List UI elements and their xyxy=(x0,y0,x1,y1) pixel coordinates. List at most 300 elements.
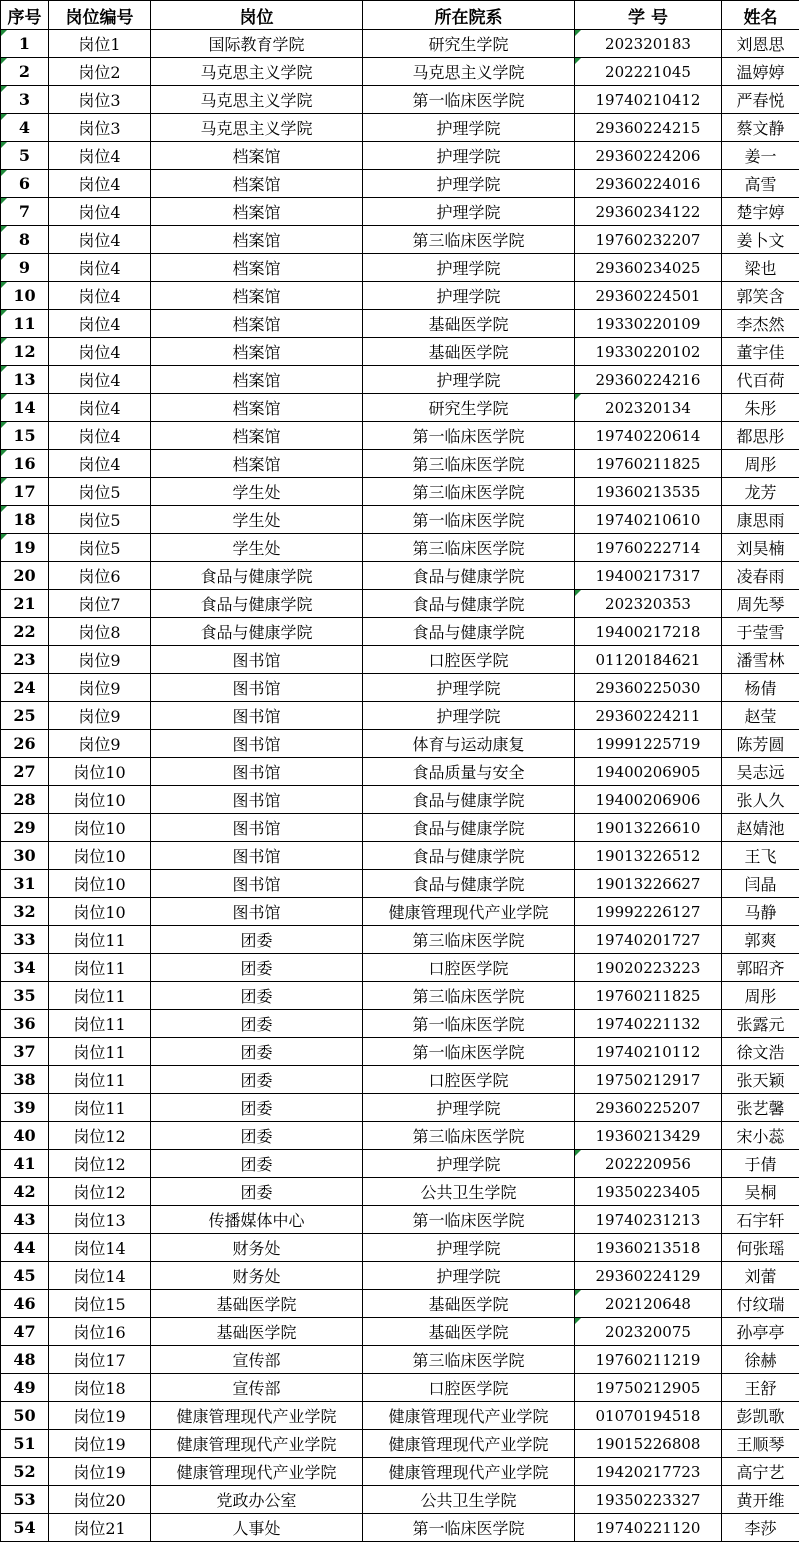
cell-student-id[interactable]: 19400217218 xyxy=(575,618,722,646)
cell-name[interactable]: 张露元 xyxy=(722,1010,799,1038)
cell-post-id[interactable]: 岗位4 xyxy=(49,338,151,366)
cell-post[interactable]: 健康管理现代产业学院 xyxy=(151,1458,363,1486)
cell-post-id[interactable]: 岗位8 xyxy=(49,618,151,646)
cell-student-id[interactable]: 29360224215 xyxy=(575,114,722,142)
cell-dept[interactable]: 研究生学院 xyxy=(363,394,575,422)
cell-student-id[interactable]: 19015226808 xyxy=(575,1430,722,1458)
cell-seq[interactable]: 50 xyxy=(1,1402,49,1430)
cell-post-id[interactable]: 岗位11 xyxy=(49,926,151,954)
cell-name[interactable]: 康思雨 xyxy=(722,506,799,534)
cell-student-id[interactable]: 29360234025 xyxy=(575,254,722,282)
cell-dept[interactable]: 基础医学院 xyxy=(363,1318,575,1346)
cell-post[interactable]: 图书馆 xyxy=(151,730,363,758)
cell-dept[interactable]: 口腔医学院 xyxy=(363,954,575,982)
cell-post[interactable]: 国际教育学院 xyxy=(151,30,363,58)
cell-student-id[interactable]: 19420217723 xyxy=(575,1458,722,1486)
cell-student-id[interactable]: 19013226627 xyxy=(575,870,722,898)
cell-dept[interactable]: 马克思主义学院 xyxy=(363,58,575,86)
cell-student-id[interactable]: 19740210112 xyxy=(575,1038,722,1066)
cell-post[interactable]: 图书馆 xyxy=(151,786,363,814)
cell-student-id[interactable]: 19740221120 xyxy=(575,1514,722,1542)
cell-student-id[interactable]: 19013226610 xyxy=(575,814,722,842)
cell-name[interactable]: 李杰然 xyxy=(722,310,799,338)
cell-name[interactable]: 郭昭齐 xyxy=(722,954,799,982)
cell-post[interactable]: 团委 xyxy=(151,1038,363,1066)
cell-post-id[interactable]: 岗位5 xyxy=(49,534,151,562)
cell-post[interactable]: 党政办公室 xyxy=(151,1486,363,1514)
cell-dept[interactable]: 第一临床医学院 xyxy=(363,86,575,114)
cell-post[interactable]: 档案馆 xyxy=(151,366,363,394)
cell-seq[interactable]: 45 xyxy=(1,1262,49,1290)
cell-post-id[interactable]: 岗位5 xyxy=(49,478,151,506)
cell-seq[interactable]: 42 xyxy=(1,1178,49,1206)
cell-name[interactable]: 高宁艺 xyxy=(722,1458,799,1486)
header-name[interactable]: 姓名 xyxy=(722,1,799,30)
cell-post-id[interactable]: 岗位9 xyxy=(49,674,151,702)
cell-name[interactable]: 付纹瑞 xyxy=(722,1290,799,1318)
cell-post[interactable]: 传播媒体中心 xyxy=(151,1206,363,1234)
cell-student-id[interactable]: 19740210412 xyxy=(575,86,722,114)
cell-name[interactable]: 高雪 xyxy=(722,170,799,198)
cell-post[interactable]: 健康管理现代产业学院 xyxy=(151,1402,363,1430)
cell-student-id[interactable]: 19013226512 xyxy=(575,842,722,870)
cell-seq[interactable]: 10 xyxy=(1,282,49,310)
cell-student-id[interactable]: 202120648 xyxy=(575,1290,722,1318)
cell-student-id[interactable]: 29360224129 xyxy=(575,1262,722,1290)
cell-seq[interactable]: 49 xyxy=(1,1374,49,1402)
cell-post[interactable]: 宣传部 xyxy=(151,1346,363,1374)
cell-student-id[interactable]: 19750212905 xyxy=(575,1374,722,1402)
cell-name[interactable]: 代百荷 xyxy=(722,366,799,394)
cell-post-id[interactable]: 岗位4 xyxy=(49,450,151,478)
cell-post[interactable]: 马克思主义学院 xyxy=(151,86,363,114)
cell-post-id[interactable]: 岗位5 xyxy=(49,506,151,534)
cell-post-id[interactable]: 岗位4 xyxy=(49,366,151,394)
cell-student-id[interactable]: 29360225207 xyxy=(575,1094,722,1122)
cell-student-id[interactable]: 19360213518 xyxy=(575,1234,722,1262)
cell-seq[interactable]: 8 xyxy=(1,226,49,254)
cell-student-id[interactable]: 19400206906 xyxy=(575,786,722,814)
cell-post-id[interactable]: 岗位4 xyxy=(49,142,151,170)
cell-seq[interactable]: 24 xyxy=(1,674,49,702)
cell-student-id[interactable]: 19350223327 xyxy=(575,1486,722,1514)
cell-post[interactable]: 图书馆 xyxy=(151,646,363,674)
cell-student-id[interactable]: 202320134 xyxy=(575,394,722,422)
cell-dept[interactable]: 基础医学院 xyxy=(363,310,575,338)
cell-dept[interactable]: 第一临床医学院 xyxy=(363,1514,575,1542)
cell-name[interactable]: 温婷婷 xyxy=(722,58,799,86)
cell-dept[interactable]: 护理学院 xyxy=(363,702,575,730)
cell-name[interactable]: 彭凯歌 xyxy=(722,1402,799,1430)
cell-post[interactable]: 档案馆 xyxy=(151,338,363,366)
cell-dept[interactable]: 护理学院 xyxy=(363,254,575,282)
cell-seq[interactable]: 21 xyxy=(1,590,49,618)
cell-post[interactable]: 人事处 xyxy=(151,1514,363,1542)
cell-post[interactable]: 食品与健康学院 xyxy=(151,618,363,646)
cell-name[interactable]: 徐文浩 xyxy=(722,1038,799,1066)
cell-post-id[interactable]: 岗位19 xyxy=(49,1458,151,1486)
cell-post-id[interactable]: 岗位11 xyxy=(49,1066,151,1094)
cell-post-id[interactable]: 岗位20 xyxy=(49,1486,151,1514)
cell-student-id[interactable]: 19760211825 xyxy=(575,450,722,478)
cell-post-id[interactable]: 岗位1 xyxy=(49,30,151,58)
cell-post[interactable]: 团委 xyxy=(151,982,363,1010)
cell-post-id[interactable]: 岗位12 xyxy=(49,1150,151,1178)
cell-seq[interactable]: 29 xyxy=(1,814,49,842)
cell-post[interactable]: 档案馆 xyxy=(151,142,363,170)
cell-seq[interactable]: 16 xyxy=(1,450,49,478)
cell-seq[interactable]: 51 xyxy=(1,1430,49,1458)
cell-dept[interactable]: 第一临床医学院 xyxy=(363,1038,575,1066)
cell-student-id[interactable]: 19330220102 xyxy=(575,338,722,366)
cell-seq[interactable]: 31 xyxy=(1,870,49,898)
cell-name[interactable]: 何张瑶 xyxy=(722,1234,799,1262)
cell-dept[interactable]: 公共卫生学院 xyxy=(363,1486,575,1514)
cell-post-id[interactable]: 岗位4 xyxy=(49,170,151,198)
cell-name[interactable]: 龙芳 xyxy=(722,478,799,506)
cell-post-id[interactable]: 岗位10 xyxy=(49,758,151,786)
cell-name[interactable]: 王顺琴 xyxy=(722,1430,799,1458)
cell-dept[interactable]: 第三临床医学院 xyxy=(363,982,575,1010)
cell-post[interactable]: 基础医学院 xyxy=(151,1290,363,1318)
cell-student-id[interactable]: 19991225719 xyxy=(575,730,722,758)
cell-name[interactable]: 张天颖 xyxy=(722,1066,799,1094)
cell-seq[interactable]: 26 xyxy=(1,730,49,758)
cell-post-id[interactable]: 岗位2 xyxy=(49,58,151,86)
cell-post-id[interactable]: 岗位3 xyxy=(49,86,151,114)
header-post-id[interactable]: 岗位编号 xyxy=(49,1,151,30)
cell-student-id[interactable]: 19740201727 xyxy=(575,926,722,954)
cell-post-id[interactable]: 岗位11 xyxy=(49,1038,151,1066)
cell-seq[interactable]: 23 xyxy=(1,646,49,674)
cell-post[interactable]: 档案馆 xyxy=(151,282,363,310)
cell-student-id[interactable]: 29360224216 xyxy=(575,366,722,394)
cell-name[interactable]: 董宇佳 xyxy=(722,338,799,366)
cell-name[interactable]: 赵莹 xyxy=(722,702,799,730)
cell-name[interactable]: 楚宇婷 xyxy=(722,198,799,226)
cell-name[interactable]: 周先琴 xyxy=(722,590,799,618)
cell-dept[interactable]: 第一临床医学院 xyxy=(363,506,575,534)
cell-post[interactable]: 档案馆 xyxy=(151,170,363,198)
cell-dept[interactable]: 健康管理现代产业学院 xyxy=(363,1458,575,1486)
cell-dept[interactable]: 健康管理现代产业学院 xyxy=(363,898,575,926)
cell-student-id[interactable]: 19760222714 xyxy=(575,534,722,562)
cell-post[interactable]: 马克思主义学院 xyxy=(151,58,363,86)
cell-post[interactable]: 团委 xyxy=(151,926,363,954)
cell-post-id[interactable]: 岗位19 xyxy=(49,1430,151,1458)
cell-dept[interactable]: 第三临床医学院 xyxy=(363,1346,575,1374)
cell-seq[interactable]: 18 xyxy=(1,506,49,534)
cell-seq[interactable]: 13 xyxy=(1,366,49,394)
cell-seq[interactable]: 25 xyxy=(1,702,49,730)
cell-name[interactable]: 徐赫 xyxy=(722,1346,799,1374)
cell-name[interactable]: 马静 xyxy=(722,898,799,926)
cell-dept[interactable]: 食品与健康学院 xyxy=(363,842,575,870)
cell-name[interactable]: 李莎 xyxy=(722,1514,799,1542)
cell-student-id[interactable]: 19350223405 xyxy=(575,1178,722,1206)
cell-student-id[interactable]: 19760232207 xyxy=(575,226,722,254)
cell-dept[interactable]: 体育与运动康复 xyxy=(363,730,575,758)
cell-dept[interactable]: 护理学院 xyxy=(363,142,575,170)
cell-name[interactable]: 周彤 xyxy=(722,450,799,478)
cell-student-id[interactable]: 01120184621 xyxy=(575,646,722,674)
cell-name[interactable]: 陈芳圆 xyxy=(722,730,799,758)
cell-post[interactable]: 团委 xyxy=(151,1094,363,1122)
cell-seq[interactable]: 54 xyxy=(1,1514,49,1542)
cell-post[interactable]: 宣传部 xyxy=(151,1374,363,1402)
cell-dept[interactable]: 第三临床医学院 xyxy=(363,478,575,506)
cell-seq[interactable]: 53 xyxy=(1,1486,49,1514)
cell-post-id[interactable]: 岗位12 xyxy=(49,1178,151,1206)
cell-dept[interactable]: 食品与健康学院 xyxy=(363,786,575,814)
cell-post[interactable]: 团委 xyxy=(151,1178,363,1206)
cell-name[interactable]: 严春悦 xyxy=(722,86,799,114)
cell-dept[interactable]: 食品与健康学院 xyxy=(363,562,575,590)
cell-dept[interactable]: 食品与健康学院 xyxy=(363,618,575,646)
cell-name[interactable]: 刘昊楠 xyxy=(722,534,799,562)
cell-seq[interactable]: 6 xyxy=(1,170,49,198)
cell-dept[interactable]: 护理学院 xyxy=(363,198,575,226)
cell-post-id[interactable]: 岗位13 xyxy=(49,1206,151,1234)
cell-student-id[interactable]: 202320075 xyxy=(575,1318,722,1346)
cell-dept[interactable]: 口腔医学院 xyxy=(363,1374,575,1402)
cell-post-id[interactable]: 岗位11 xyxy=(49,954,151,982)
cell-student-id[interactable]: 19750212917 xyxy=(575,1066,722,1094)
cell-dept[interactable]: 食品与健康学院 xyxy=(363,590,575,618)
cell-seq[interactable]: 28 xyxy=(1,786,49,814)
cell-post-id[interactable]: 岗位17 xyxy=(49,1346,151,1374)
cell-post-id[interactable]: 岗位3 xyxy=(49,114,151,142)
cell-post[interactable]: 学生处 xyxy=(151,478,363,506)
cell-post-id[interactable]: 岗位4 xyxy=(49,394,151,422)
cell-post[interactable]: 团委 xyxy=(151,1010,363,1038)
cell-name[interactable]: 于莹雪 xyxy=(722,618,799,646)
cell-post-id[interactable]: 岗位10 xyxy=(49,814,151,842)
cell-dept[interactable]: 基础医学院 xyxy=(363,1290,575,1318)
cell-name[interactable]: 周彤 xyxy=(722,982,799,1010)
cell-seq[interactable]: 36 xyxy=(1,1010,49,1038)
cell-dept[interactable]: 第三临床医学院 xyxy=(363,450,575,478)
cell-post[interactable]: 档案馆 xyxy=(151,198,363,226)
cell-student-id[interactable]: 202221045 xyxy=(575,58,722,86)
cell-seq[interactable]: 14 xyxy=(1,394,49,422)
cell-dept[interactable]: 口腔医学院 xyxy=(363,1066,575,1094)
cell-student-id[interactable]: 29360224501 xyxy=(575,282,722,310)
cell-post-id[interactable]: 岗位4 xyxy=(49,198,151,226)
cell-seq[interactable]: 22 xyxy=(1,618,49,646)
cell-post-id[interactable]: 岗位4 xyxy=(49,310,151,338)
cell-post[interactable]: 学生处 xyxy=(151,506,363,534)
cell-seq[interactable]: 34 xyxy=(1,954,49,982)
cell-dept[interactable]: 基础医学院 xyxy=(363,338,575,366)
cell-student-id[interactable]: 19740221132 xyxy=(575,1010,722,1038)
cell-seq[interactable]: 41 xyxy=(1,1150,49,1178)
cell-name[interactable]: 刘蕾 xyxy=(722,1262,799,1290)
cell-dept[interactable]: 护理学院 xyxy=(363,366,575,394)
cell-post-id[interactable]: 岗位10 xyxy=(49,898,151,926)
cell-seq[interactable]: 30 xyxy=(1,842,49,870)
cell-post-id[interactable]: 岗位11 xyxy=(49,982,151,1010)
cell-name[interactable]: 王飞 xyxy=(722,842,799,870)
cell-post-id[interactable]: 岗位4 xyxy=(49,282,151,310)
cell-seq[interactable]: 44 xyxy=(1,1234,49,1262)
cell-student-id[interactable]: 202320353 xyxy=(575,590,722,618)
cell-post-id[interactable]: 岗位11 xyxy=(49,1010,151,1038)
cell-name[interactable]: 都思彤 xyxy=(722,422,799,450)
cell-name[interactable]: 蔡文静 xyxy=(722,114,799,142)
cell-name[interactable]: 石宇轩 xyxy=(722,1206,799,1234)
cell-dept[interactable]: 第一临床医学院 xyxy=(363,1206,575,1234)
cell-seq[interactable]: 43 xyxy=(1,1206,49,1234)
cell-name[interactable]: 吴志远 xyxy=(722,758,799,786)
cell-dept[interactable]: 护理学院 xyxy=(363,1234,575,1262)
cell-dept[interactable]: 第三临床医学院 xyxy=(363,534,575,562)
cell-post[interactable]: 档案馆 xyxy=(151,394,363,422)
cell-name[interactable]: 姜一 xyxy=(722,142,799,170)
cell-name[interactable]: 郭笑含 xyxy=(722,282,799,310)
cell-seq[interactable]: 38 xyxy=(1,1066,49,1094)
cell-post-id[interactable]: 岗位9 xyxy=(49,730,151,758)
cell-seq[interactable]: 27 xyxy=(1,758,49,786)
cell-student-id[interactable]: 29360224211 xyxy=(575,702,722,730)
cell-post-id[interactable]: 岗位4 xyxy=(49,226,151,254)
cell-dept[interactable]: 护理学院 xyxy=(363,1094,575,1122)
cell-post-id[interactable]: 岗位16 xyxy=(49,1318,151,1346)
cell-seq[interactable]: 1 xyxy=(1,30,49,58)
cell-dept[interactable]: 护理学院 xyxy=(363,1150,575,1178)
cell-seq[interactable]: 15 xyxy=(1,422,49,450)
cell-seq[interactable]: 2 xyxy=(1,58,49,86)
cell-post-id[interactable]: 岗位10 xyxy=(49,842,151,870)
cell-student-id[interactable]: 19760211825 xyxy=(575,982,722,1010)
cell-post[interactable]: 团委 xyxy=(151,1150,363,1178)
cell-student-id[interactable]: 29360234122 xyxy=(575,198,722,226)
cell-post-id[interactable]: 岗位12 xyxy=(49,1122,151,1150)
cell-post-id[interactable]: 岗位14 xyxy=(49,1234,151,1262)
cell-post-id[interactable]: 岗位9 xyxy=(49,646,151,674)
cell-seq[interactable]: 33 xyxy=(1,926,49,954)
cell-post[interactable]: 团委 xyxy=(151,1122,363,1150)
cell-post[interactable]: 档案馆 xyxy=(151,422,363,450)
cell-student-id[interactable]: 19400206905 xyxy=(575,758,722,786)
cell-post-id[interactable]: 岗位11 xyxy=(49,1094,151,1122)
cell-post[interactable]: 档案馆 xyxy=(151,226,363,254)
header-student-id[interactable]: 学 号 xyxy=(575,1,722,30)
cell-seq[interactable]: 3 xyxy=(1,86,49,114)
cell-post-id[interactable]: 岗位7 xyxy=(49,590,151,618)
cell-post-id[interactable]: 岗位6 xyxy=(49,562,151,590)
cell-name[interactable]: 杨倩 xyxy=(722,674,799,702)
cell-seq[interactable]: 47 xyxy=(1,1318,49,1346)
cell-dept[interactable]: 护理学院 xyxy=(363,170,575,198)
cell-name[interactable]: 宋小蕊 xyxy=(722,1122,799,1150)
cell-post[interactable]: 食品与健康学院 xyxy=(151,562,363,590)
cell-name[interactable]: 于倩 xyxy=(722,1150,799,1178)
cell-post[interactable]: 财务处 xyxy=(151,1234,363,1262)
cell-name[interactable]: 张人久 xyxy=(722,786,799,814)
cell-post[interactable]: 健康管理现代产业学院 xyxy=(151,1430,363,1458)
cell-seq[interactable]: 20 xyxy=(1,562,49,590)
cell-student-id[interactable]: 19760211219 xyxy=(575,1346,722,1374)
cell-post[interactable]: 档案馆 xyxy=(151,310,363,338)
cell-seq[interactable]: 40 xyxy=(1,1122,49,1150)
cell-seq[interactable]: 4 xyxy=(1,114,49,142)
cell-name[interactable]: 张艺馨 xyxy=(722,1094,799,1122)
cell-name[interactable]: 黄开维 xyxy=(722,1486,799,1514)
cell-dept[interactable]: 护理学院 xyxy=(363,674,575,702)
cell-post[interactable]: 团委 xyxy=(151,954,363,982)
cell-student-id[interactable]: 19020223223 xyxy=(575,954,722,982)
cell-student-id[interactable]: 29360225030 xyxy=(575,674,722,702)
cell-student-id[interactable]: 19740220614 xyxy=(575,422,722,450)
header-seq[interactable]: 序号 xyxy=(1,1,49,30)
cell-post[interactable]: 图书馆 xyxy=(151,674,363,702)
cell-post-id[interactable]: 岗位9 xyxy=(49,702,151,730)
cell-name[interactable]: 凌春雨 xyxy=(722,562,799,590)
cell-dept[interactable]: 公共卫生学院 xyxy=(363,1178,575,1206)
cell-post[interactable]: 图书馆 xyxy=(151,758,363,786)
cell-dept[interactable]: 食品与健康学院 xyxy=(363,814,575,842)
cell-student-id[interactable]: 29360224016 xyxy=(575,170,722,198)
cell-dept[interactable]: 第一临床医学院 xyxy=(363,1010,575,1038)
cell-seq[interactable]: 19 xyxy=(1,534,49,562)
cell-post[interactable]: 马克思主义学院 xyxy=(151,114,363,142)
cell-name[interactable]: 朱彤 xyxy=(722,394,799,422)
cell-post[interactable]: 食品与健康学院 xyxy=(151,590,363,618)
cell-post-id[interactable]: 岗位19 xyxy=(49,1402,151,1430)
cell-student-id[interactable]: 19360213535 xyxy=(575,478,722,506)
cell-seq[interactable]: 46 xyxy=(1,1290,49,1318)
cell-seq[interactable]: 9 xyxy=(1,254,49,282)
cell-post[interactable]: 档案馆 xyxy=(151,450,363,478)
cell-student-id[interactable]: 19360213429 xyxy=(575,1122,722,1150)
cell-seq[interactable]: 5 xyxy=(1,142,49,170)
cell-dept[interactable]: 食品质量与安全 xyxy=(363,758,575,786)
cell-post[interactable]: 图书馆 xyxy=(151,870,363,898)
cell-post-id[interactable]: 岗位15 xyxy=(49,1290,151,1318)
cell-seq[interactable]: 32 xyxy=(1,898,49,926)
cell-student-id[interactable]: 01070194518 xyxy=(575,1402,722,1430)
cell-dept[interactable]: 第一临床医学院 xyxy=(363,422,575,450)
cell-name[interactable]: 潘雪林 xyxy=(722,646,799,674)
cell-name[interactable]: 闫晶 xyxy=(722,870,799,898)
cell-post[interactable]: 财务处 xyxy=(151,1262,363,1290)
cell-dept[interactable]: 护理学院 xyxy=(363,1262,575,1290)
cell-seq[interactable]: 48 xyxy=(1,1346,49,1374)
header-dept[interactable]: 所在院系 xyxy=(363,1,575,30)
cell-dept[interactable]: 健康管理现代产业学院 xyxy=(363,1430,575,1458)
cell-post[interactable]: 图书馆 xyxy=(151,702,363,730)
cell-student-id[interactable]: 19740231213 xyxy=(575,1206,722,1234)
cell-post-id[interactable]: 岗位21 xyxy=(49,1514,151,1542)
cell-dept[interactable]: 护理学院 xyxy=(363,114,575,142)
cell-dept[interactable]: 第三临床医学院 xyxy=(363,226,575,254)
cell-dept[interactable]: 第三临床医学院 xyxy=(363,926,575,954)
cell-student-id[interactable]: 19992226127 xyxy=(575,898,722,926)
cell-name[interactable]: 郭爽 xyxy=(722,926,799,954)
cell-post[interactable]: 团委 xyxy=(151,1066,363,1094)
cell-dept[interactable]: 健康管理现代产业学院 xyxy=(363,1402,575,1430)
cell-post[interactable]: 档案馆 xyxy=(151,254,363,282)
cell-name[interactable]: 吴桐 xyxy=(722,1178,799,1206)
cell-post-id[interactable]: 岗位14 xyxy=(49,1262,151,1290)
cell-student-id[interactable]: 202320183 xyxy=(575,30,722,58)
cell-name[interactable]: 赵婧池 xyxy=(722,814,799,842)
cell-seq[interactable]: 17 xyxy=(1,478,49,506)
cell-seq[interactable]: 52 xyxy=(1,1458,49,1486)
cell-seq[interactable]: 37 xyxy=(1,1038,49,1066)
cell-dept[interactable]: 食品与健康学院 xyxy=(363,870,575,898)
